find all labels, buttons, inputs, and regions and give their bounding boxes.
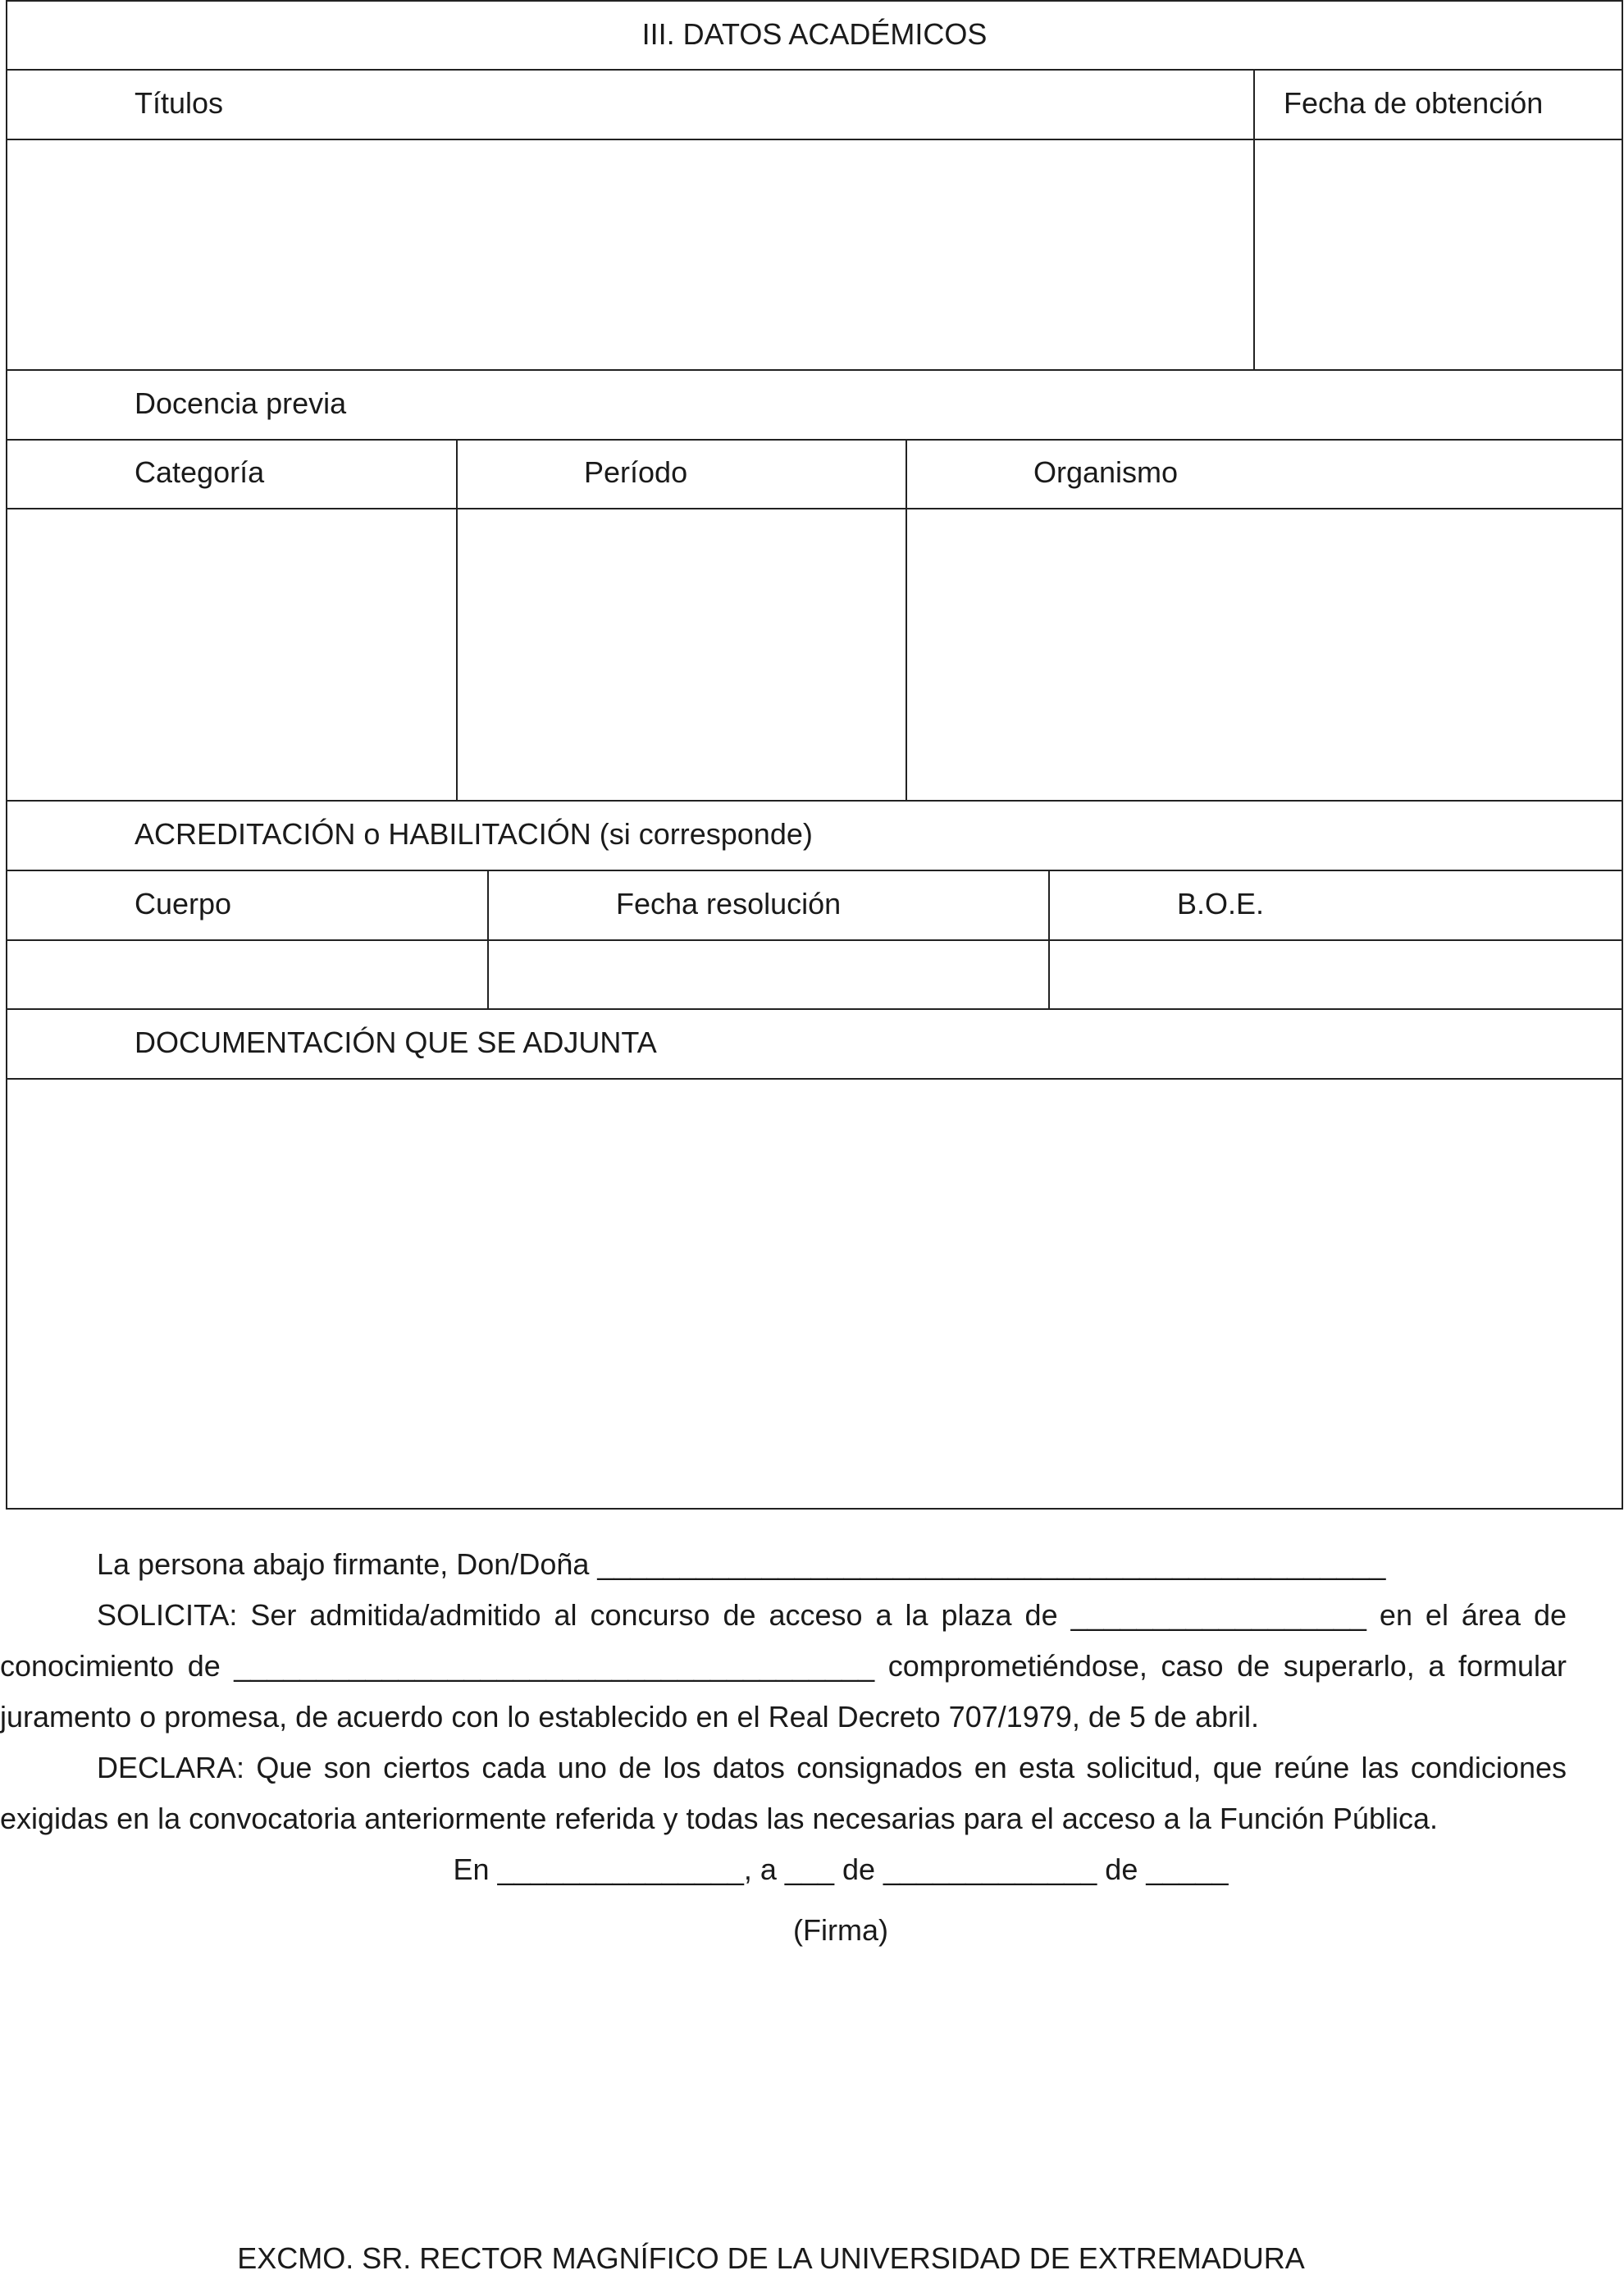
solicita-line-1: SOLICITA: Ser admitida/admitido al concurso de acceso a la plaza de __________________ en el área de bbox=[97, 1598, 1567, 1632]
section-title: III. DATOS ACADÉMICOS bbox=[641, 17, 988, 51]
table-border-left bbox=[6, 0, 7, 1510]
table-rule bbox=[6, 800, 1623, 802]
docencia-divider-1 bbox=[456, 439, 458, 802]
place-date-line: En _______________, a ___ de _____________ de _____ bbox=[453, 1852, 1229, 1886]
docencia-divider-2 bbox=[906, 439, 907, 802]
column-header-categoria: Categoría bbox=[135, 455, 265, 489]
table-rule bbox=[6, 1078, 1623, 1080]
table-rule bbox=[6, 69, 1623, 71]
table-rule bbox=[6, 139, 1623, 140]
acreditacion-heading: ACREDITACIÓN o HABILITACIÓN (si corresponde) bbox=[135, 817, 813, 851]
acreditacion-divider-1 bbox=[487, 870, 489, 1009]
table-rule bbox=[6, 870, 1623, 871]
declara-line-1: DECLARA: Que son ciertos cada uno de los datos consignados en esta solicitud, que reúne las condiciones bbox=[97, 1751, 1567, 1784]
table-rule bbox=[6, 939, 1623, 941]
table-rule bbox=[6, 439, 1623, 441]
column-header-fecha-obtencion: Fecha de obtención bbox=[1284, 86, 1544, 120]
addressee-footer: EXCMO. SR. RECTOR MAGNÍFICO DE LA UNIVERSIDAD DE EXTREMADURA bbox=[237, 2241, 1305, 2275]
table-rule bbox=[6, 0, 1623, 2]
documentacion-heading: DOCUMENTACIÓN QUE SE ADJUNTA bbox=[135, 1026, 657, 1059]
declara-line-2: exigidas en la convocatoria anteriormente referida y todas las necesarias para el acceso a la Función Pública. bbox=[0, 1802, 1438, 1835]
solicita-line-3: juramento o promesa, de acuerdo con lo establecido en el Real Decreto 707/1979, de 5 de abril. bbox=[0, 1700, 1259, 1734]
table-rule bbox=[6, 369, 1623, 371]
signature-label: (Firma) bbox=[793, 1913, 888, 1947]
column-header-periodo: Período bbox=[584, 455, 688, 489]
acreditacion-divider-2 bbox=[1048, 870, 1050, 1009]
docencia-heading: Docencia previa bbox=[135, 386, 347, 420]
table-rule bbox=[6, 1008, 1623, 1010]
solicita-line-2: conocimiento de _______________________________________ comprometiéndose, caso de superarlo, a formular bbox=[0, 1649, 1567, 1683]
column-header-titulos: Títulos bbox=[135, 86, 224, 120]
column-header-fecha-resolucion: Fecha resolución bbox=[616, 887, 842, 920]
column-header-cuerpo: Cuerpo bbox=[135, 887, 232, 920]
column-header-boe: B.O.E. bbox=[1177, 887, 1265, 920]
declaration-name-line: La persona abajo firmante, Don/Doña ________________________________________________ bbox=[97, 1547, 1386, 1581]
column-header-organismo: Organismo bbox=[1033, 455, 1179, 489]
table-rule bbox=[6, 1508, 1623, 1510]
table-border-right bbox=[1622, 0, 1623, 1510]
table-rule bbox=[6, 508, 1623, 509]
titulos-divider bbox=[1253, 69, 1255, 370]
